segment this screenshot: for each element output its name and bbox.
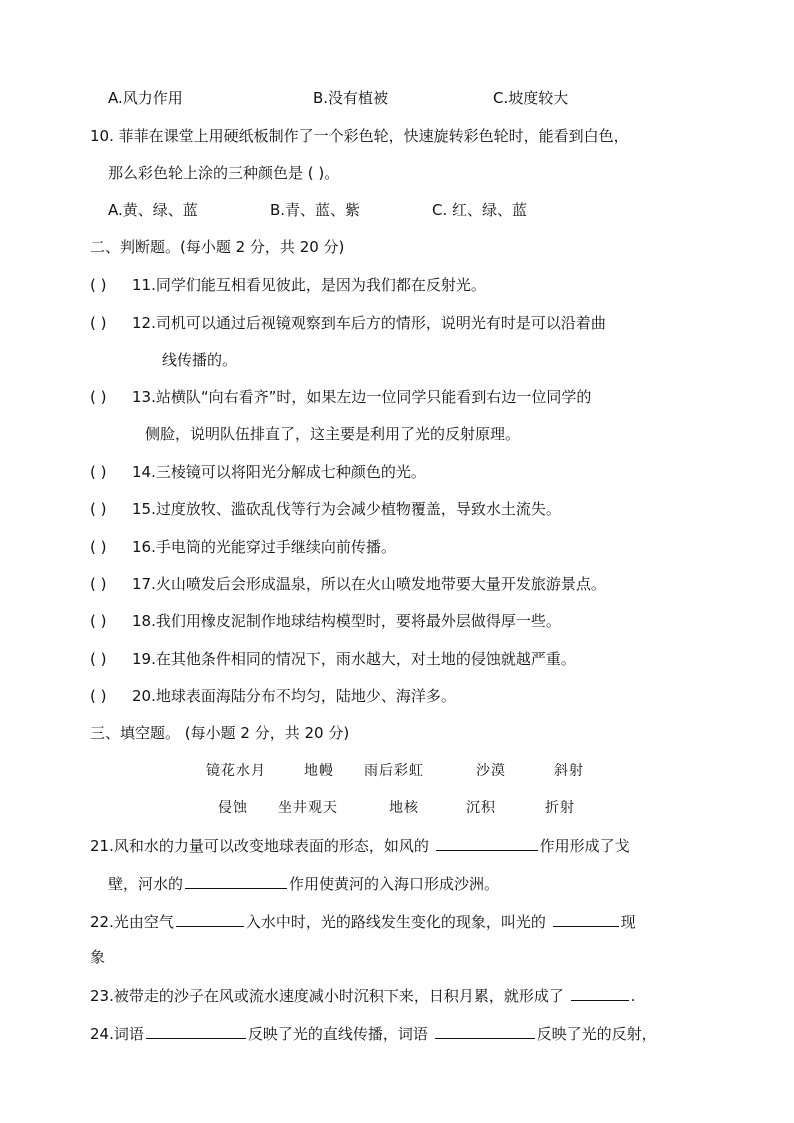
q9-option-c: C.坡度较大 [493,89,569,107]
q10-option-a: A.黄、绿、蓝 [108,201,198,219]
judge-paren[interactable]: ( ) [90,687,107,705]
q9-option-b: B.没有植被 [313,89,389,107]
q23-text-a: 23.被带走的沙子在风或流水速度减小时沉积下来，日积月累，就形成了 [90,987,569,1005]
q10-line2: 那么彩色轮上涂的三种颜色是 ( )。 [108,164,340,182]
q22-text-a: 22.光由空气 [90,913,174,931]
word-bank-item: 地核 [389,800,419,816]
q21-text-b: 作用形成了戈 [539,837,630,855]
q22-text-d: 象 [90,948,106,966]
q21-text-c: 壁，河水的 [108,875,184,893]
q21-blank-2[interactable] [185,873,287,889]
word-bank-item: 侵蚀 [218,800,248,816]
word-bank-item: 坐井观天 [278,800,338,816]
q21-blank-1[interactable] [436,835,538,851]
q24-text-a: 24.词语 [90,1025,144,1043]
q22-text-b: 入水中时，光的路线发生变化的现象，叫光的 [245,913,551,931]
q21-text-d: 作用使黄河的入海口形成沙洲。 [289,875,500,893]
q24-text-c: 反映了光的反射， [536,1025,657,1043]
word-bank-item: 雨后彩虹 [364,763,424,779]
word-bank-item: 沙漠 [476,763,506,779]
judge-paren[interactable]: ( ) [90,500,107,518]
judge-item-12-cont: 线传播的。 [162,351,238,369]
word-bank-item: 折射 [545,800,575,816]
word-bank-item: 沉积 [466,800,496,816]
judge-item-19: 19.在其他条件相同的情况下，雨水越大，对土地的侵蚀就越严重。 [132,650,576,668]
q24-text-b: 反映了光的直线传播，词语 [247,1025,433,1043]
judge-paren[interactable]: ( ) [90,538,107,556]
judge-paren[interactable]: ( ) [90,575,107,593]
judge-paren[interactable]: ( ) [90,276,107,294]
q22-blank-2[interactable] [553,911,619,927]
q21-text-a: 21.风和水的力量可以改变地球表面的形态，如风的 [90,837,434,855]
word-bank-item: 斜射 [554,763,584,779]
section3-title: 三、填空题。 (每小题 2 分，共 20 分) [90,724,350,742]
judge-paren[interactable]: ( ) [90,388,107,406]
q10-option-c: C. 红、绿、蓝 [432,201,528,219]
judge-item-18: 18.我们用橡皮泥制作地球结构模型时，要将最外层做得厚一些。 [132,612,561,630]
judge-paren[interactable]: ( ) [90,612,107,630]
q21-line1 [90,835,630,856]
q23-blank[interactable] [571,985,629,1001]
section2-title: 二、判断题。(每小题 2 分，共 20 分) [90,238,345,256]
judge-paren[interactable]: ( ) [90,463,107,481]
word-bank-item: 镜花水月 [206,763,266,779]
judge-item-13-cont: 侧脸，说明队伍排直了，这主要是利用了光的反射原理。 [145,425,521,443]
q23-text-b: . [630,987,636,1005]
judge-paren[interactable]: ( ) [90,314,107,332]
q24-blank-1[interactable] [146,1023,246,1039]
judge-item-15: 15.过度放牧、滥砍乱伐等行为会减少植物覆盖，导致水土流失。 [132,500,561,518]
q24-line [90,1023,657,1044]
q10-line1: 10. 菲菲在课堂上用硬纸板制作了一个彩色轮，快速旋转彩色轮时，能看到白色， [90,127,629,145]
q24-blank-2[interactable] [435,1023,535,1039]
judge-item-20: 20.地球表面海陆分布不均匀，陆地少、海洋多。 [132,687,456,705]
judge-item-12: 12.司机可以通过后视镜观察到车后方的情形，说明光有时是可以沿着曲 [132,314,606,332]
q10-option-b: B.青、蓝、紫 [270,201,361,219]
judge-item-13: 13.站横队“向右看齐”时，如果左边一位同学只能看到右边一位同学的 [132,388,592,406]
q21-line2 [108,873,499,894]
q9-option-a: A.风力作用 [108,89,183,107]
judge-item-17: 17.火山喷发后会形成温泉，所以在火山喷发地带要大量开发旅游景点。 [132,575,606,593]
q22-line1 [90,911,636,932]
judge-item-11: 11.同学们能互相看见彼此，是因为我们都在反射光。 [132,276,486,294]
q22-text-c: 现 [620,913,636,931]
judge-paren[interactable]: ( ) [90,650,107,668]
q23-line [90,985,635,1006]
judge-item-16: 16.手电筒的光能穿过手继续向前传播。 [132,538,396,556]
judge-item-14: 14.三棱镜可以将阳光分解成七种颜色的光。 [132,463,426,481]
q22-blank-1[interactable] [176,911,244,927]
word-bank-item: 地幔 [304,763,334,779]
